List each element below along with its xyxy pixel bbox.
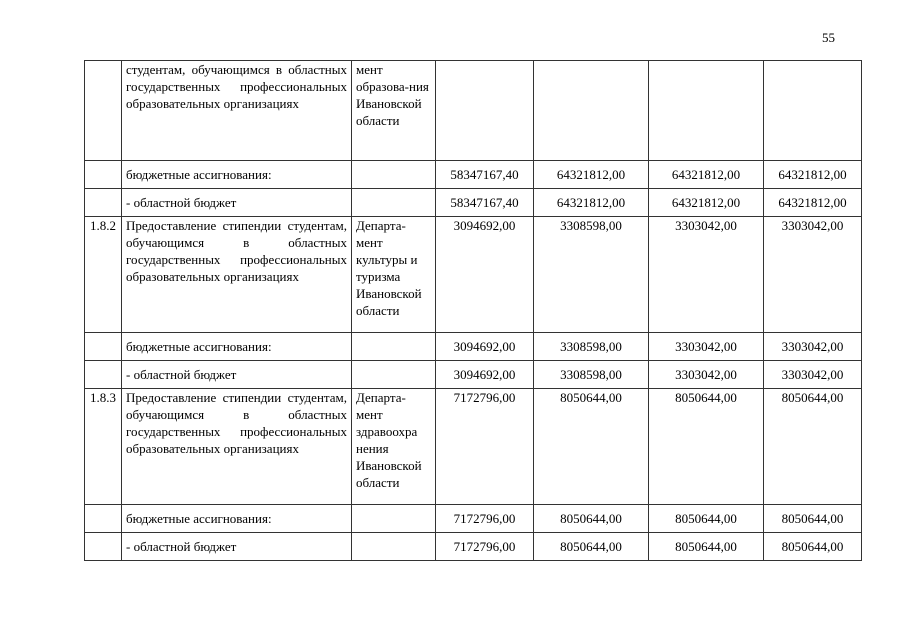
value-cell: 8050644,00: [649, 389, 764, 505]
item-executor: [352, 333, 436, 361]
table-row: [85, 217, 862, 333]
value-cell: 8050644,00: [534, 533, 649, 561]
item-description: Предоставление стипендии студентам, обучающимся в областных государственных профессиональных образовательных организациях: [122, 217, 352, 333]
value-cell: [764, 61, 862, 161]
value-cell: 8050644,00: [534, 505, 649, 533]
value-cell: 8050644,00: [764, 533, 862, 561]
value-cell: 3308598,00: [534, 333, 649, 361]
item-code: [85, 533, 122, 561]
value-cell: 8050644,00: [764, 505, 862, 533]
value-cell: 8050644,00: [649, 533, 764, 561]
item-description: бюджетные ассигнования:: [122, 505, 352, 533]
value-cell: 3303042,00: [649, 361, 764, 389]
item-code: [85, 61, 122, 161]
item-code: [85, 161, 122, 189]
value-cell: 8050644,00: [649, 505, 764, 533]
value-cell: 3303042,00: [764, 333, 862, 361]
value-cell: 8050644,00: [534, 389, 649, 505]
table-row: [85, 505, 862, 533]
value-cell: 58347167,40: [436, 161, 534, 189]
budget-table: [84, 60, 862, 561]
page-number: 55: [822, 30, 835, 45]
table-row: [85, 61, 862, 161]
value-cell: 7172796,00: [436, 533, 534, 561]
item-code: [85, 189, 122, 217]
table-row: [85, 389, 862, 505]
item-executor: Департа-мент культуры и туризма Ивановской области: [352, 217, 436, 333]
item-description: - областной бюджет: [122, 533, 352, 561]
item-executor: [352, 505, 436, 533]
item-description: Предоставление стипендии студентам, обучающимся в областных государственных профессиональных образовательных организациях: [122, 389, 352, 505]
value-cell: 3308598,00: [534, 361, 649, 389]
item-description: - областной бюджет: [122, 361, 352, 389]
item-code: 1.8.2: [85, 217, 122, 333]
table-row: [85, 361, 862, 389]
item-executor: [352, 533, 436, 561]
value-cell: 3094692,00: [436, 333, 534, 361]
item-code: [85, 361, 122, 389]
value-cell: [436, 61, 534, 161]
value-cell: 64321812,00: [764, 189, 862, 217]
value-cell: 64321812,00: [534, 161, 649, 189]
value-cell: 64321812,00: [534, 189, 649, 217]
value-cell: 3303042,00: [649, 333, 764, 361]
table-row: [85, 533, 862, 561]
value-cell: 3303042,00: [649, 217, 764, 333]
item-executor: [352, 361, 436, 389]
value-cell: 64321812,00: [649, 189, 764, 217]
value-cell: 3308598,00: [534, 217, 649, 333]
value-cell: [649, 61, 764, 161]
value-cell: 3094692,00: [436, 361, 534, 389]
table-row: [85, 189, 862, 217]
item-executor: мент образова-ния Ивановской области: [352, 61, 436, 161]
value-cell: 3303042,00: [764, 217, 862, 333]
value-cell: 7172796,00: [436, 389, 534, 505]
item-executor: [352, 189, 436, 217]
value-cell: 64321812,00: [764, 161, 862, 189]
table-row: [85, 161, 862, 189]
item-code: 1.8.3: [85, 389, 122, 505]
item-description: бюджетные ассигнования:: [122, 161, 352, 189]
item-code: [85, 333, 122, 361]
value-cell: 7172796,00: [436, 505, 534, 533]
table-row: [85, 333, 862, 361]
value-cell: 64321812,00: [649, 161, 764, 189]
item-description: - областной бюджет: [122, 189, 352, 217]
value-cell: 3094692,00: [436, 217, 534, 333]
value-cell: 58347167,40: [436, 189, 534, 217]
value-cell: 8050644,00: [764, 389, 862, 505]
item-executor: [352, 161, 436, 189]
value-cell: [534, 61, 649, 161]
value-cell: 3303042,00: [764, 361, 862, 389]
item-code: [85, 505, 122, 533]
item-description: бюджетные ассигнования:: [122, 333, 352, 361]
item-executor: Департа-мент здравоохра нения Ивановской области: [352, 389, 436, 505]
item-description: студентам, обучающимся в областных государственных профессиональных образовательных организациях: [122, 61, 352, 161]
